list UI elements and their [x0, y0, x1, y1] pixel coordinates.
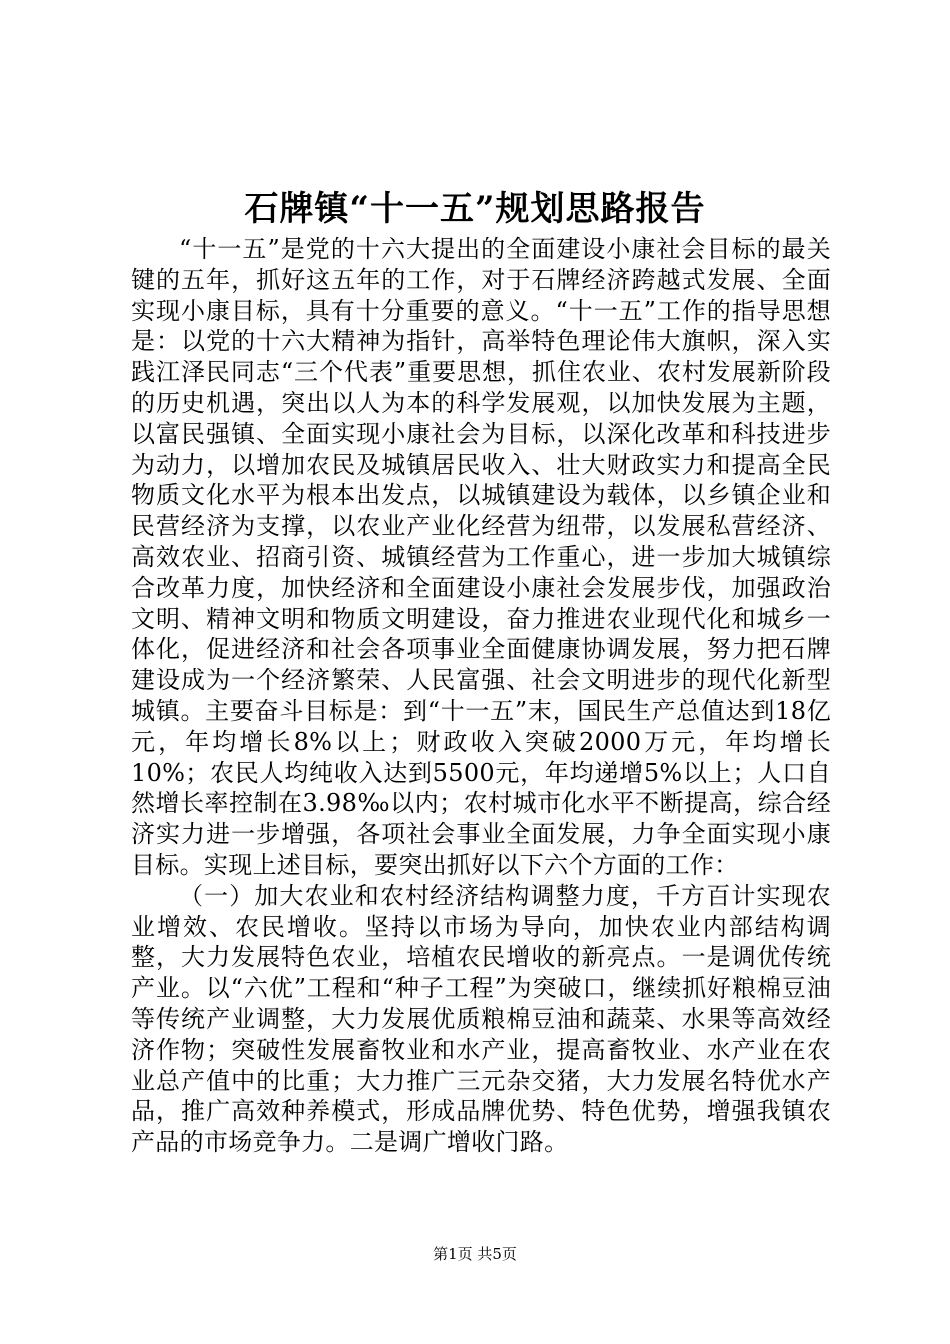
document-body	[131, 234, 831, 1158]
body-paragraph: “十一五”是党的十六大提出的全面建设小康社会目标的最关键的五年，抓好这五年的工作，对于石牌经济跨越式发展、全面实现小康目标，具有十分重要的意义。“十一五”工作的指导思想是：以党的十六大精神为指针，高举特色理论伟大旗帜，深入实践江泽民同志“三个代表”重要思想，抓住农业、农村发展新阶段的历史机遇，突出以人为本的科学发展观，以加快发展为主题，以富民强镇、全面实现小康社会为目标，以深化改革和科技进步为动力，以增加农民及城镇居民收入、壮大财政实力和提高全民物质文化水平为根本出发点，以城镇建设为载体，以乡镇企业和民营经济为支撑，以农业产业化经营为纽带，以发展私营经济、高效农业、招商引资、城镇经营为工作重心，进一步加大城镇综合改革力度，加快经济和全面建设小康社会发展步伐，加强政治文明、精神文明和物质文明建设，奋力推进农业现代化和城乡一体化，促进经济和社会各项事业全面健康协调发展，努力把石牌建设成为一个经济繁荣、人民富强、社会文明进步的现代化新型城镇。主要奋斗目标是：到“十一五”末，国民生产总值达到18亿元，年均增长8%以上；财政收入突破2000万元，年均增长10%；农民人均纯收入达到5500元，年均递增5%以上；人口自然增长率控制在3.98‰以内；农村城市化水平不断提高，综合经济实力进一步增强，各项社会事业全面发展，力争全面实现小康目标。实现上述目标，要突出抓好以下六个方面的工作：	[131, 235, 831, 879]
document-title: 石牌镇“十一五”规划思路报告	[244, 189, 706, 229]
page-number-footer: 第1页 共5页	[433, 1245, 517, 1263]
body-paragraph: （一）加大农业和农村经济结构调整力度，千方百计实现农业增效、农民增收。坚持以市场为导向，加快农业内部结构调整，大力发展特色农业，培植农民增收的新亮点。一是调优传统产业。以“六优”工程和“种子工程”为突破口，继续抓好粮棉豆油等传统产业调整，大力发展优质粮棉豆油和蔬菜、水果等高效经济作物；突破性发展畜牧业和水产业，提高畜牧业、水产业在农业总产值中的比重；大力推广三元杂交猪，大力发展名特优水产品，推广高效种养模式，形成品牌优势、特色优势，增强我镇农产品的市场竞争力。二是调广增收门路。	[131, 881, 831, 1157]
